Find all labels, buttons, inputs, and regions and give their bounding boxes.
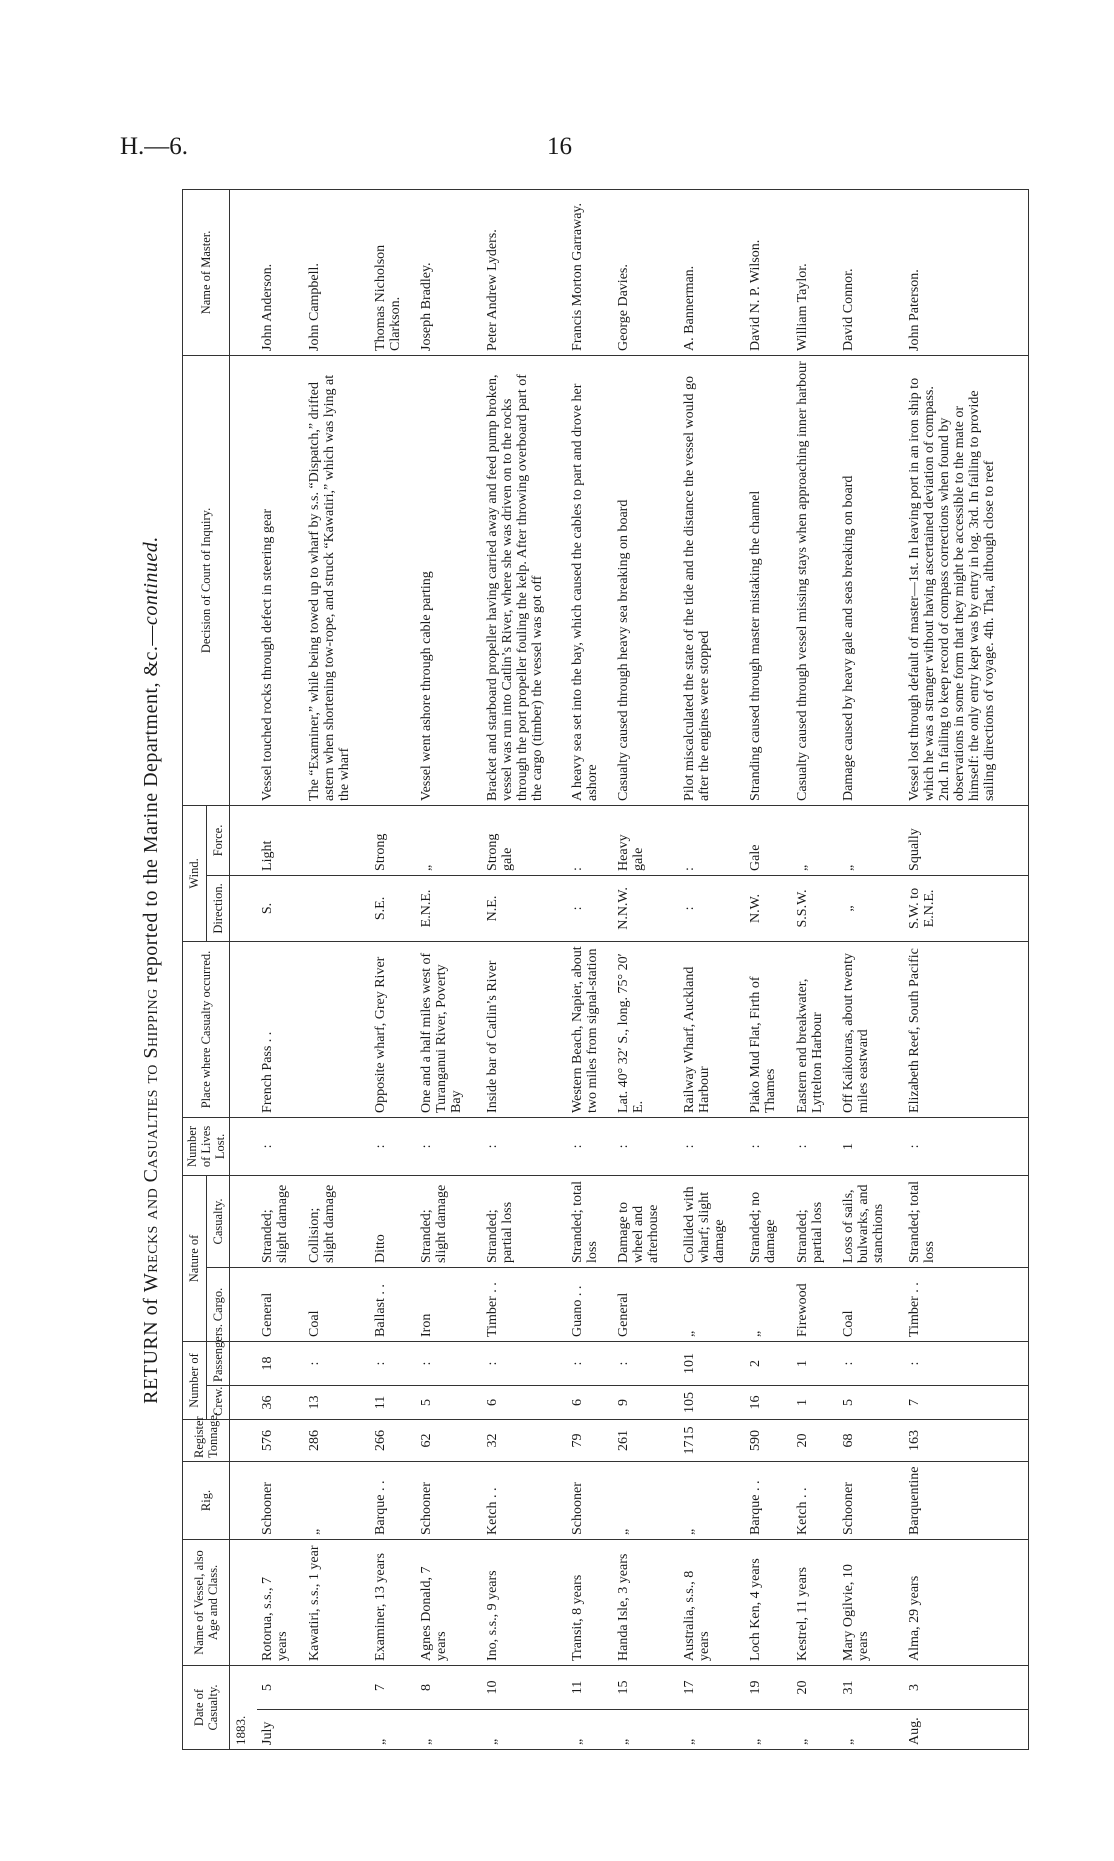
rig-cell: Schooner [838, 1461, 904, 1539]
passengers-cell: : [838, 1341, 904, 1385]
place-cell: Elizabeth Reef, South Pacific [904, 941, 1029, 1117]
place-cell: Railway Wharf, Auckland Harbour [679, 941, 745, 1117]
header-nature-of: Nature of [183, 1175, 207, 1341]
place-cell: One and a half miles west of Turanganui River, Poverty Bay [416, 941, 482, 1117]
casualty-cell: Loss of sails, bulwarks, and stanchions [838, 1175, 904, 1267]
passengers-cell: : [482, 1341, 567, 1385]
passengers-cell: : [613, 1341, 679, 1385]
decision-cell [370, 355, 416, 805]
page-number: 16 [547, 133, 572, 160]
passengers-cell: : [416, 1341, 482, 1385]
lives-cell: : [567, 1117, 613, 1175]
header-place: Place where Casualty occurred. [183, 941, 230, 1117]
cargo-cell: Iron [416, 1267, 482, 1341]
vessel-cell: Examiner, 13 years [370, 1539, 416, 1665]
lives-cell: : [613, 1117, 679, 1175]
rig-cell: Ketch . . [792, 1461, 838, 1539]
rig-cell: „ [679, 1461, 745, 1539]
crew-cell: 5 [416, 1385, 482, 1419]
place-cell: Inside bar of Catlin’s River [482, 941, 567, 1117]
crew-cell: 9 [613, 1385, 679, 1419]
lives-cell: : [482, 1117, 567, 1175]
tonnage-cell: 266 [370, 1419, 416, 1461]
passengers-cell: 2 [745, 1341, 791, 1385]
rig-cell: Schooner [567, 1461, 613, 1539]
header-wind: Wind. [183, 805, 207, 941]
rig-cell: „ [304, 1461, 370, 1539]
month-cell [304, 1710, 370, 1750]
tonnage-cell: 1715 [679, 1419, 745, 1461]
force-cell [304, 805, 370, 875]
day-cell [304, 1665, 370, 1709]
force-cell: Gale [745, 805, 791, 875]
decision-cell: Bracket and starboard propeller having carried away and feed pump broken, vessel was run into Catlin’s River, where she was driven on to the rocks through the port propeller fouling the kelp. After throwing overboard part of the cargo (timber) the vessel was got off [482, 355, 567, 805]
casualty-cell: Ditto [370, 1175, 416, 1267]
direction-cell: N.W. [745, 875, 791, 941]
cargo-cell: Coal [838, 1267, 904, 1341]
tonnage-cell: 576 [257, 1419, 303, 1461]
lives-cell [304, 1117, 370, 1175]
force-cell: Strong [370, 805, 416, 875]
direction-cell: : [567, 875, 613, 941]
direction-cell: : [679, 875, 745, 941]
day-cell: 11 [567, 1665, 613, 1709]
tonnage-cell: 20 [792, 1419, 838, 1461]
day-cell: 19 [745, 1665, 791, 1709]
crew-cell: 16 [745, 1385, 791, 1419]
casualty-cell: Collided with wharf; slight damage [679, 1175, 745, 1267]
day-cell: 31 [838, 1665, 904, 1709]
passengers-cell: : [904, 1341, 1029, 1385]
direction-cell: N.N.W. [613, 875, 679, 941]
title-part4: continued. [140, 536, 162, 626]
direction-cell: E.N.E. [416, 875, 482, 941]
casualty-cell: Damage to wheel and afterhouse [613, 1175, 679, 1267]
decision-cell: Casualty caused through vessel missing stays when approaching inner harbour [792, 355, 838, 805]
master-cell: Thomas Nicholson Clarkson. [370, 189, 416, 355]
title-part1: RETURN of [140, 1292, 162, 1404]
force-cell: „ [416, 805, 482, 875]
place-cell: Opposite wharf, Grey River [370, 941, 416, 1117]
year-row [230, 189, 258, 1749]
vessel-cell: Kawatiri, s.s., 1 year [304, 1539, 370, 1665]
tonnage-cell: 590 [745, 1419, 791, 1461]
cargo-cell: Guano . . [567, 1267, 613, 1341]
month-cell: „ [792, 1710, 838, 1750]
header-vessel: Name of Vessel, also Age and Class. [183, 1539, 230, 1665]
vessel-cell: Agnes Donald, 7 years [416, 1539, 482, 1665]
passengers-cell: 1 [792, 1341, 838, 1385]
decision-cell: Vessel lost through default of master—1st. In leaving port in an iron ship to which he was a stranger without having ascertained deviation of compass. 2nd. In failing to keep record of compass corrections when found by observations in some form that they might be accessible to the mate or himself: the only entry kept was by entry in log. 3rd. In failing to provide sailing directions of voyage. 4th. That, although close to reef [904, 355, 1029, 805]
header-force: Force. [206, 805, 230, 875]
header-passengers: Passengers. [206, 1341, 230, 1385]
day-cell: 20 [792, 1665, 838, 1709]
table-row [838, 189, 904, 1749]
header-tonnage: Register Tonnage. [183, 1419, 230, 1461]
master-cell: Francis Morton Garraway. [567, 189, 613, 355]
force-cell: Heavy gale [613, 805, 679, 875]
month-cell: Aug. [904, 1710, 1029, 1750]
tonnage-cell: 32 [482, 1419, 567, 1461]
decision-cell: Casualty caused through heavy sea breaking on board [613, 355, 679, 805]
vessel-cell: Kestrel, 11 years [792, 1539, 838, 1665]
force-cell: „ [838, 805, 904, 875]
lives-cell: : [416, 1117, 482, 1175]
lives-cell: : [257, 1117, 303, 1175]
crew-cell: 11 [370, 1385, 416, 1419]
header-direction: Direction. [206, 875, 230, 941]
rotated-table-region [120, 190, 1020, 1750]
cargo-cell: Coal [304, 1267, 370, 1341]
table-row [304, 189, 370, 1749]
force-cell: : [679, 805, 745, 875]
casualty-cell: Stranded; total loss [904, 1175, 1029, 1267]
header-master: Name of Master. [183, 189, 230, 355]
tonnage-cell: 163 [904, 1419, 1029, 1461]
cargo-cell: General [257, 1267, 303, 1341]
lives-cell: : [745, 1117, 791, 1175]
header-cargo: Cargo. [206, 1267, 230, 1341]
month-cell: „ [745, 1710, 791, 1750]
vessel-cell: Ino, s.s., 9 years [482, 1539, 567, 1665]
month-cell: „ [567, 1710, 613, 1750]
master-cell: A. Bannerman. [679, 189, 745, 355]
casualty-cell: Stranded; slight damage [257, 1175, 303, 1267]
force-cell: Squally [904, 805, 1029, 875]
decision-cell: Vessel touched rocks through defect in steering gear [257, 355, 303, 805]
month-cell: „ [838, 1710, 904, 1750]
header-number-of: Number of [183, 1341, 207, 1419]
vessel-cell: Alma, 29 years [904, 1539, 1029, 1665]
vessel-cell: Loch Ken, 4 years [745, 1539, 791, 1665]
tonnage-cell: 286 [304, 1419, 370, 1461]
month-cell: „ [613, 1710, 679, 1750]
decision-cell: The “Examiner,” while being towed up to wharf by s.s. “Dispatch,” drifted astern when shortening tow-rope, and struck “Kawatiri,” which was lying at the wharf [304, 355, 370, 805]
direction-cell: S.E. [370, 875, 416, 941]
table-container [120, 190, 1020, 1750]
place-cell: French Pass . . [257, 941, 303, 1117]
day-cell: 15 [613, 1665, 679, 1709]
direction-cell: „ [838, 875, 904, 941]
cargo-cell: „ [745, 1267, 791, 1341]
force-cell: „ [792, 805, 838, 875]
direction-cell [304, 875, 370, 941]
casualty-cell: Stranded; partial loss [482, 1175, 567, 1267]
vessel-cell: Mary Ogilvie, 10 years [838, 1539, 904, 1665]
table-body [230, 189, 1029, 1749]
force-cell: : [567, 805, 613, 875]
force-cell: Light [257, 805, 303, 875]
header-decision: Decision of Court of Inquiry. [183, 355, 230, 805]
crew-cell: 1 [792, 1385, 838, 1419]
decision-cell: A heavy sea set into the bay, which caused the cables to part and drove her ashore [567, 355, 613, 805]
rig-cell: Barquentine [904, 1461, 1029, 1539]
table-row [257, 189, 303, 1749]
cargo-cell: „ [679, 1267, 745, 1341]
table-row [482, 189, 567, 1749]
document-code: H.—6. [120, 133, 189, 160]
year-cell: 1883. [230, 1665, 258, 1749]
tonnage-cell: 62 [416, 1419, 482, 1461]
month-cell: „ [679, 1710, 745, 1750]
passengers-cell: 101 [679, 1341, 745, 1385]
day-cell: 17 [679, 1665, 745, 1709]
wrecks-table [182, 189, 1029, 1750]
rig-cell: Schooner [257, 1461, 303, 1539]
direction-cell: S.S.W. [792, 875, 838, 941]
title-part3: reported to the Marine Department, &c.— [140, 625, 162, 989]
vessel-cell: Rotorua, s.s., 7 years [257, 1539, 303, 1665]
table-row [792, 189, 838, 1749]
day-cell: 8 [416, 1665, 482, 1709]
table-row [904, 189, 1029, 1749]
table-row [370, 189, 416, 1749]
master-cell: William Taylor. [792, 189, 838, 355]
table-row [613, 189, 679, 1749]
header-crew: Crew. [206, 1385, 230, 1419]
master-cell: David Connor. [838, 189, 904, 355]
month-cell: „ [370, 1710, 416, 1750]
month-cell: July [257, 1710, 303, 1750]
crew-cell: 36 [257, 1385, 303, 1419]
rig-cell: Barque . . [370, 1461, 416, 1539]
passengers-cell: : [567, 1341, 613, 1385]
direction-cell: S. [257, 875, 303, 941]
crew-cell: 6 [567, 1385, 613, 1419]
place-cell [304, 941, 370, 1117]
crew-cell: 13 [304, 1385, 370, 1419]
table-row [679, 189, 745, 1749]
cargo-cell: General [613, 1267, 679, 1341]
vessel-cell: Handa Isle, 3 years [613, 1539, 679, 1665]
crew-cell: 7 [904, 1385, 1029, 1419]
header-casualty: Casualty. [206, 1175, 230, 1267]
table-row [416, 189, 482, 1749]
master-cell: John Anderson. [257, 189, 303, 355]
place-cell: Piako Mud Flat, Firth of Thames [745, 941, 791, 1117]
tonnage-cell: 68 [838, 1419, 904, 1461]
month-cell: „ [482, 1710, 567, 1750]
rig-cell: Barque . . [745, 1461, 791, 1539]
passengers-cell: 18 [257, 1341, 303, 1385]
header-rig: Rig. [183, 1461, 230, 1539]
table-title [120, 190, 182, 1750]
day-cell: 10 [482, 1665, 567, 1709]
decision-cell: Vessel went ashore through cable parting [416, 355, 482, 805]
casualty-cell: Collision; slight damage [304, 1175, 370, 1267]
casualty-cell: Stranded; partial loss [792, 1175, 838, 1267]
cargo-cell: Firewood [792, 1267, 838, 1341]
direction-cell: N.E. [482, 875, 567, 941]
rig-cell: „ [613, 1461, 679, 1539]
crew-cell: 105 [679, 1385, 745, 1419]
rig-cell: Ketch . . [482, 1461, 567, 1539]
casualty-cell: Stranded; no damage [745, 1175, 791, 1267]
lives-cell: : [904, 1117, 1029, 1175]
cargo-cell: Ballast . . [370, 1267, 416, 1341]
day-cell: 7 [370, 1665, 416, 1709]
place-cell: Western Beach, Napier, about two miles from signal-station [567, 941, 613, 1117]
day-cell: 3 [904, 1665, 1029, 1709]
decision-cell: Pilot miscalculated the state of the tide and the distance the vessel would go after the engines were stopped [679, 355, 745, 805]
crew-cell: 5 [838, 1385, 904, 1419]
direction-cell: S.W. to E.N.E. [904, 875, 1029, 941]
lives-cell: 1 [838, 1117, 904, 1175]
decision-cell: Damage caused by heavy gale and seas breaking on board [838, 355, 904, 805]
place-cell: Lat. 40° 32′ S., long. 75° 20′ E. [613, 941, 679, 1117]
tonnage-cell: 261 [613, 1419, 679, 1461]
master-cell: John Campbell. [304, 189, 370, 355]
rig-cell: Schooner [416, 1461, 482, 1539]
lives-cell: : [370, 1117, 416, 1175]
table-row [745, 189, 791, 1749]
cargo-cell: Timber . . [482, 1267, 567, 1341]
force-cell: Strong gale [482, 805, 567, 875]
crew-cell: 6 [482, 1385, 567, 1419]
place-cell: Eastern end breakwater, Lyttelton Harbour [792, 941, 838, 1117]
cargo-cell: Timber . . [904, 1267, 1029, 1341]
header-lives: Number of Lives Lost. [183, 1117, 230, 1175]
month-cell: „ [416, 1710, 482, 1750]
vessel-cell: Transit, 8 years [567, 1539, 613, 1665]
lives-cell: : [679, 1117, 745, 1175]
title-part2: Wrecks and Casualties to Shipping [140, 988, 162, 1293]
casualty-cell: Stranded; total loss [567, 1175, 613, 1267]
tonnage-cell: 79 [567, 1419, 613, 1461]
master-cell: Peter Andrew Lyders. [482, 189, 567, 355]
passengers-cell: : [370, 1341, 416, 1385]
master-cell: John Paterson. [904, 189, 1029, 355]
casualty-cell: Stranded; slight damage [416, 1175, 482, 1267]
decision-cell: Stranding caused through master mistaking the channel [745, 355, 791, 805]
header-date: Date of Casualty. [183, 1665, 230, 1749]
lives-cell: : [792, 1117, 838, 1175]
table-row [567, 189, 613, 1749]
day-cell: 5 [257, 1665, 303, 1709]
master-cell: Joseph Bradley. [416, 189, 482, 355]
place-cell: Off Kaikouras, about twenty miles eastward [838, 941, 904, 1117]
passengers-cell: : [304, 1341, 370, 1385]
vessel-cell: Australia, s.s., 8 years [679, 1539, 745, 1665]
master-cell: David N. P. Wilson. [745, 189, 791, 355]
master-cell: George Davies. [613, 189, 679, 355]
